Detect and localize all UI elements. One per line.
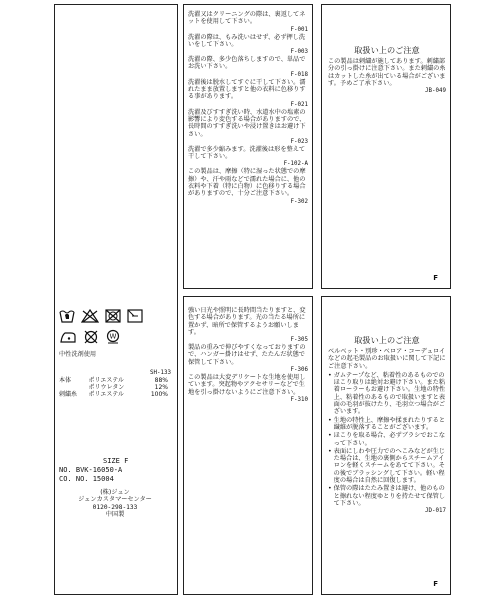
product-info [59,457,171,518]
caution-code: JD-017 [425,508,446,515]
middle-top-label [183,4,313,289]
table-row: 本体 ポリエステル 88% [59,377,168,384]
no-dry-clean-icon [83,330,99,344]
left-care-label [54,4,178,595]
list-item: • ガムテープなど、粘着性のあるものでのほこり取りは絶対お避け下さい。また粘着ローラーもお避け下さい。生地の特性上、粘着性のあるもので取扱いますと表面の毛羽が抜けたり、毛羽立つ場合がございます。 [328,371,446,416]
origin-text: 中国製 [105,510,125,518]
co-number: CO. NO. 15004 [59,475,114,483]
no-tumble-dry-icon [105,309,121,323]
right-top-label [321,4,451,289]
phone-number: 0120-298-133 [92,503,138,511]
size-mark: F [433,274,438,282]
table-row: 刺繍糸 ポリエステル 100% [59,391,168,399]
company-name: (株)ジュン [100,489,130,496]
size-text: SIZE F [103,457,129,465]
list-item: 強い日光や照明に長時間当たりますと、変色する場合があります。光の当たる場所に置かず、暗所で保管するようお願いします。 F-305 [188,307,308,344]
product-number: NO. BVK-16050-A [59,466,123,474]
caution-intro: ベルベット・別珍・ベロア・コーデュロイなどの起毛製品のお取扱いに関して下記にご注意下さい。 [328,348,446,370]
list-item: この製品は、摩擦（特に湿った状態での摩擦）や、汗や雨などで濡れた場合に、他の衣料や下着（特に白物）に色移りする場合がありますので、十分ご注意下さい。 F-302 [188,168,308,205]
list-item: 製品の重みで伸びやすくなっておりますので、ハンガー掛けはせず、たたんだ状態で保管して下さい。 F-306 [188,344,308,374]
customer-center: ジュンカスタマーセンター [78,496,152,504]
line-dry-shade-icon [127,309,143,323]
table-row: ポリウレタン 12% [88,384,168,392]
list-item: 洗濯又はクリーニングの際は、裏返してネットを使用して下さい。 F-001 [188,11,308,33]
wet-clean-mild-icon [105,329,121,345]
caution-title: 取扱い上のご注意 [354,335,420,345]
list-item: • 生地の特性上、摩擦や揉まれたりすると繊維が脱落することがございます。 [328,416,446,431]
list-item: • 保管の際はたたみ置きは避け、他のものと擦れない程度ゆとりを持たせて保管して下さい。 [328,485,446,507]
list-item: 洗濯の際は、もみ洗いはせず、必ず押し洗いをして下さい。 F-003 [188,33,308,56]
care-symbols [59,309,171,358]
iron-low-icon [59,330,77,344]
care-code: SH-133 [150,370,171,376]
caution-title: 取扱い上のご注意 [354,45,420,55]
wash-hand-30-icon [59,309,75,323]
right-bottom-label [321,296,451,595]
list-item: 洗濯後は脱水してすぐに干して下さい。濡れたまま放置しますと他の衣料に色移りする事があります。 F-021 [188,78,308,108]
list-item: この製品は大変デリケートな生地を使用しています。突起物やアクセサリーなどで生地を引っ掛けないようにご注意下さい。 F-310 [188,374,308,403]
caution-code: JB-049 [425,88,446,95]
middle-bottom-label [183,296,313,595]
no-bleach-icon [81,309,99,323]
size-mark: F [433,580,438,588]
list-item: 洗濯の際、多少色落ちしますので、単品でお洗い下さい。 F-018 [188,56,308,78]
caution-text: この製品は刺繍が施してあります。刺繍部分の引っ掛けに注意下さい。また刺繍の糸はカットした糸が出ている場合がございます。予めご了承下さい。 [328,58,446,87]
list-item: • ほこりを取る場合、必ずブラシでおこなって下さい。 [328,432,446,447]
composition-table [59,377,171,399]
svg-text:W: W [109,332,117,341]
list-item: 洗濯で多少縮みます。洗濯後は形を整えて干して下さい。 F-102-A [188,145,308,168]
list-item: • 表面にしわや圧力でのへこみなどが生じた場合は、生地の裏側からスチームアイロンを軽くスチームをあてて下さい。その後でブラッシングして下さい。軽い程度の場合は自然に回復します。 [328,447,446,485]
list-item: 洗濯及びすすぎ洗い時、水道水中の塩素の影響により変色する場合がありますので、長時間のすすぎ洗いや浸け置きはお避け下さい。 F-023 [188,108,308,145]
detergent-note: 中性洗剤使用 [59,351,97,358]
